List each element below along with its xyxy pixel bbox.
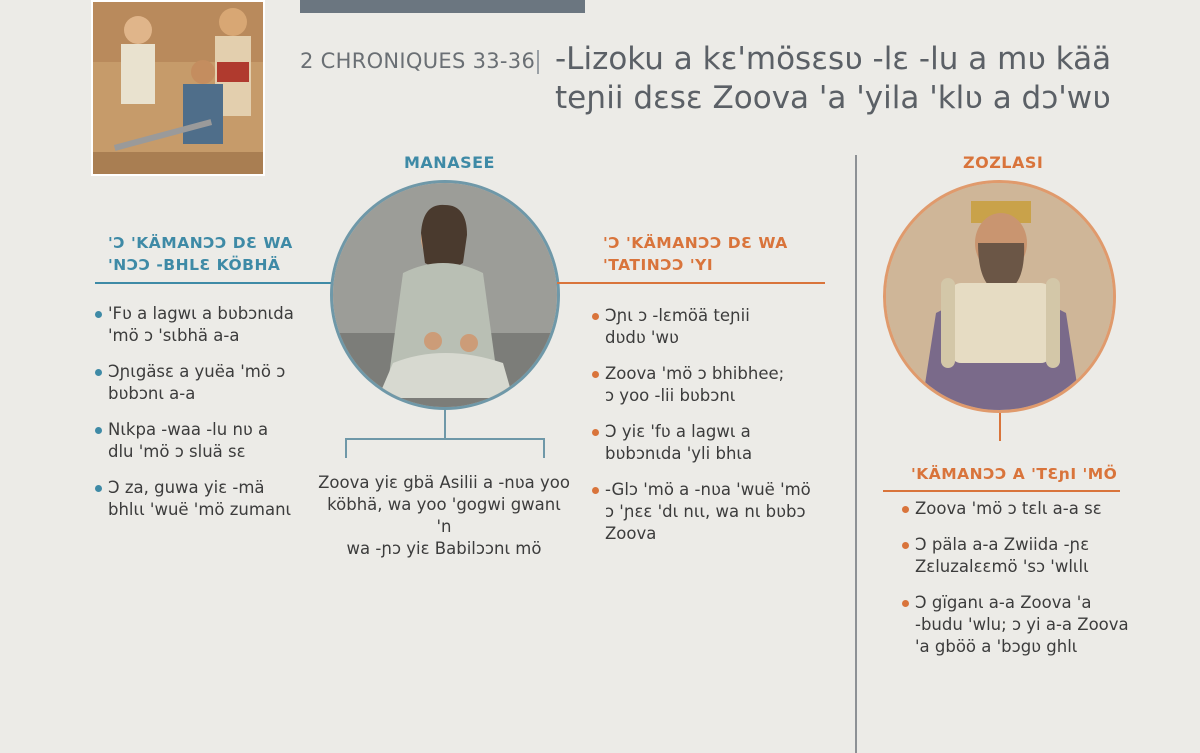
caption-line: köbhä, wa yoo 'gogwi gwanɩ 'n xyxy=(327,495,561,536)
list-item-line: Zoova 'mö ɔ tɛlɩ a-a sɛ xyxy=(915,499,1102,518)
bullet-dot xyxy=(592,429,599,436)
list-item xyxy=(592,305,827,349)
list-item-line: bʋbɔnɩda 'yli bhɩa xyxy=(605,444,753,463)
list-item-line: 'Fʋ a lagwɩ a bʋbɔnɩda xyxy=(108,304,294,323)
list-item xyxy=(95,303,325,347)
caption-bracket-right xyxy=(543,438,545,458)
before-heading xyxy=(108,232,293,276)
caption-connector xyxy=(444,410,446,438)
list-item xyxy=(592,363,827,407)
after-heading-line: 'TATINƆƆ 'YI xyxy=(603,256,714,274)
caption-bracket-left xyxy=(345,438,347,458)
list-item-line: Zɛluzalɛɛmö 'sɔ 'wlɩlɩ xyxy=(915,557,1089,576)
page-title xyxy=(555,40,1111,118)
list-item xyxy=(902,592,1142,658)
list-item-line: -budu 'wlu; ɔ yi a-a Zoova xyxy=(915,615,1129,634)
list-item-line: Zoova 'mö ɔ bhibhee; xyxy=(605,364,785,383)
zozlasi-connector xyxy=(999,413,1001,441)
manasee-caption xyxy=(318,472,570,560)
bullet-dot xyxy=(592,487,599,494)
list-item-line: 'a gböö a 'bɔgʋ ghlɩ xyxy=(915,637,1078,656)
bullet-dot xyxy=(902,542,909,549)
list-item-line: bʋbɔnɩ a-a xyxy=(108,384,196,403)
zozlasi-list xyxy=(902,498,1142,672)
section-divider xyxy=(855,155,857,753)
bullet-dot xyxy=(95,485,102,492)
list-item-line: Ɔ gïganɩ a-a Zoova 'a xyxy=(915,593,1092,612)
list-item xyxy=(592,421,827,465)
zozlasi-heading: 'KÄMANƆƆ A 'TƐɲI 'MÖ xyxy=(911,465,1118,483)
list-item-line: Ɔ za, guwa yiɛ -mä xyxy=(108,478,265,497)
page-title-line: teɲii dɛsɛ Zoova 'a 'yila 'klʋ a dɔ'wʋ xyxy=(555,80,1111,116)
bullet-dot xyxy=(95,427,102,434)
list-item xyxy=(902,534,1142,578)
scripture-reference: 2 CHRONIQUES 33-36 xyxy=(300,49,536,73)
bullet-dot xyxy=(95,369,102,376)
title-separator xyxy=(537,50,539,74)
after-list xyxy=(592,305,827,559)
before-list xyxy=(95,303,325,535)
zozlasi-name: ZOZLASI xyxy=(963,153,1044,172)
bullet-dot xyxy=(902,506,909,513)
zozlasi-divider xyxy=(883,490,1120,492)
bullet-dot xyxy=(95,311,102,318)
list-item xyxy=(95,477,325,521)
caption-line: Zoova yiɛ gbä Asilii a -nʋa yoo xyxy=(318,473,570,492)
manasee-name: MANASEE xyxy=(404,153,495,172)
list-item-line: Ɔɲɩ ɔ -lɛmöä teɲii xyxy=(605,306,750,325)
before-heading-line: 'NƆƆ -BHLƐ KÖBHÄ xyxy=(108,256,281,274)
manasee-portrait xyxy=(330,180,560,410)
before-divider xyxy=(95,282,335,284)
list-item-line: ɔ yoo -lii bʋbɔnɩ xyxy=(605,386,736,405)
page-title-line: -Lizoku a kɛ'mösɛsʋ -lɛ -lu a mʋ kää xyxy=(555,41,1112,77)
bullet-dot xyxy=(592,371,599,378)
after-heading-line: 'Ɔ 'KÄMANƆƆ DƐ WA xyxy=(603,234,788,252)
zozlasi-portrait xyxy=(883,180,1116,413)
list-item xyxy=(902,498,1142,520)
list-item-line: 'mö ɔ 'sɩbhä a-a xyxy=(108,326,240,345)
list-item-line: bhlɩɩ 'wuë 'mö zumanɩ xyxy=(108,500,292,519)
list-item-line: -Glɔ 'mö a -nʋa 'wuë 'mö xyxy=(605,480,811,499)
list-item xyxy=(592,479,827,545)
list-item-line: ɔ 'ɲɛɛ 'dɩ nɩɩ, wa nɩ bʋbɔ xyxy=(605,502,806,521)
list-item xyxy=(95,419,325,463)
after-divider xyxy=(557,282,825,284)
bullet-dot xyxy=(902,600,909,607)
top-banner-bar xyxy=(300,0,585,13)
bullet-dot xyxy=(592,313,599,320)
before-heading-line: 'Ɔ 'KÄMANƆƆ DƐ WA xyxy=(108,234,293,252)
caption-line: wa -ɲɔ yiɛ Babilɔɔnɩ mö xyxy=(346,539,542,558)
list-item-line: Zoova xyxy=(605,524,657,543)
list-item-line: dlu 'mö ɔ sluä sɛ xyxy=(108,442,246,461)
after-heading xyxy=(603,232,788,276)
list-item-line: Ɔɲɩgäsɛ a yuëa 'mö ɔ xyxy=(108,362,286,381)
caption-bracket xyxy=(345,438,545,440)
list-item xyxy=(95,361,325,405)
list-item-line: Ɔ yiɛ 'fʋ a lagwɩ a xyxy=(605,422,751,441)
scene-illustration xyxy=(91,0,265,176)
list-item-line: Ɔ päla a-a Zwiida -ɲɛ xyxy=(915,535,1090,554)
list-item-line: Nɩkpa -waa -lu nʋ a xyxy=(108,420,269,439)
list-item-line: dʋdʋ 'wʋ xyxy=(605,328,679,347)
